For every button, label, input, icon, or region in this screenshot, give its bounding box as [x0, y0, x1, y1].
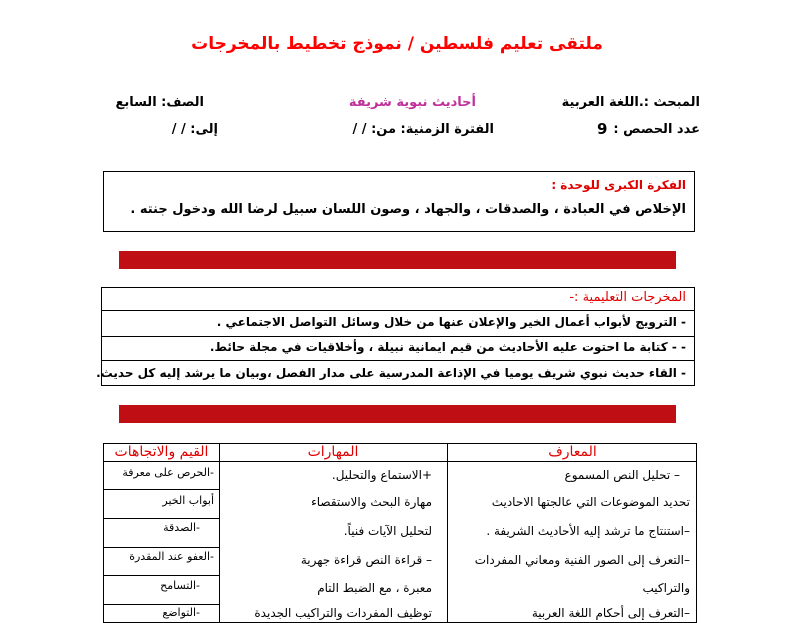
- values-item: -العفو عند المقدرة: [129, 550, 214, 563]
- section-divider-bar: [119, 251, 676, 269]
- big-idea-title: الفكرة الكبرى للوحدة :: [551, 178, 686, 192]
- outcomes-box: [96, 287, 695, 386]
- skills-item: +الاستماع والتحليل.: [331, 468, 432, 482]
- skills-item: لتحليل الآيات فنياً.: [343, 524, 432, 538]
- values-item: أبواب الخير: [162, 494, 214, 507]
- knowledge-item: تحديد الموضوعات التي عالجتها الاحاديث: [491, 495, 690, 509]
- outcome-item: - - كتابة ما احتوت عليه الأحاديث من قيم ايمانية نبيلة ، وأخلاقيات في مجلة حائط.: [209, 340, 686, 354]
- values-item: -الصدقة: [163, 521, 200, 534]
- big-idea-text: الإخلاص في العبادة ، والصدقات ، والجهاد ، وصون اللسان سبيل لرضا الله ودخول جنته .: [130, 202, 686, 217]
- knowledge-item: –استنتاج ما ترشد إليه الأحاديث الشريفة .: [486, 524, 690, 538]
- header-skills: المهارات: [307, 444, 359, 460]
- timeframe-label: الفترة الزمنية: من: / /: [352, 122, 494, 137]
- periods-value: 9: [597, 120, 608, 138]
- knowledge-item: –التعرف إلى الصور الفنية ومعاني المفردات: [474, 553, 690, 567]
- big-idea-box: [103, 171, 695, 232]
- skills-item: مهارة البحث والاستقصاء: [311, 495, 432, 509]
- grade-label: الصف: السابع: [115, 95, 204, 110]
- outcome-item: - الترويج لأبواب أعمال الخير والإعلان عنها من خلال وسائل التواصل الاجتماعي .: [216, 315, 686, 329]
- planning-table: [103, 443, 697, 623]
- knowledge-item: والتراكيب: [642, 581, 690, 595]
- outcomes-title: المخرجات التعليمية :-: [569, 290, 686, 305]
- knowledge-item: – تحليل النص المسموع: [564, 468, 680, 482]
- header-knowledge: المعارف: [548, 444, 597, 460]
- to-date-label: إلى: / /: [171, 122, 218, 137]
- values-item: -التسامح: [160, 579, 200, 592]
- topic-label: أحاديث نبوية شريفة: [348, 95, 476, 110]
- header-values: القيم والاتجاهات: [114, 444, 209, 460]
- outcome-item: - القاء حديث نبوي شريف يوميا في الإذاعة المدرسية على مدار الفصل ،وبيان ما يرشد إليه كل حديث.: [96, 366, 686, 380]
- skills-item: معبرة ، مع الضبط التام: [317, 581, 432, 595]
- page-title: ملتقى تعليم فلسطين / نموذج تخطيط بالمخرجات: [191, 34, 603, 54]
- values-item: -التواضع: [162, 606, 200, 619]
- periods-label: عدد الحصص :: [613, 122, 700, 137]
- section-divider-bar: [119, 405, 676, 423]
- subject-label: المبحث :.اللغة العربية: [561, 95, 700, 110]
- skills-item: – قراءة النص قراءة جهرية: [300, 553, 432, 567]
- skills-item: توظيف المفردات والتراكيب الجديدة: [254, 606, 432, 620]
- knowledge-item: –التعرف إلى أحكام اللغة العربية: [531, 606, 690, 620]
- values-item: -الحرص على معرفة: [122, 466, 214, 479]
